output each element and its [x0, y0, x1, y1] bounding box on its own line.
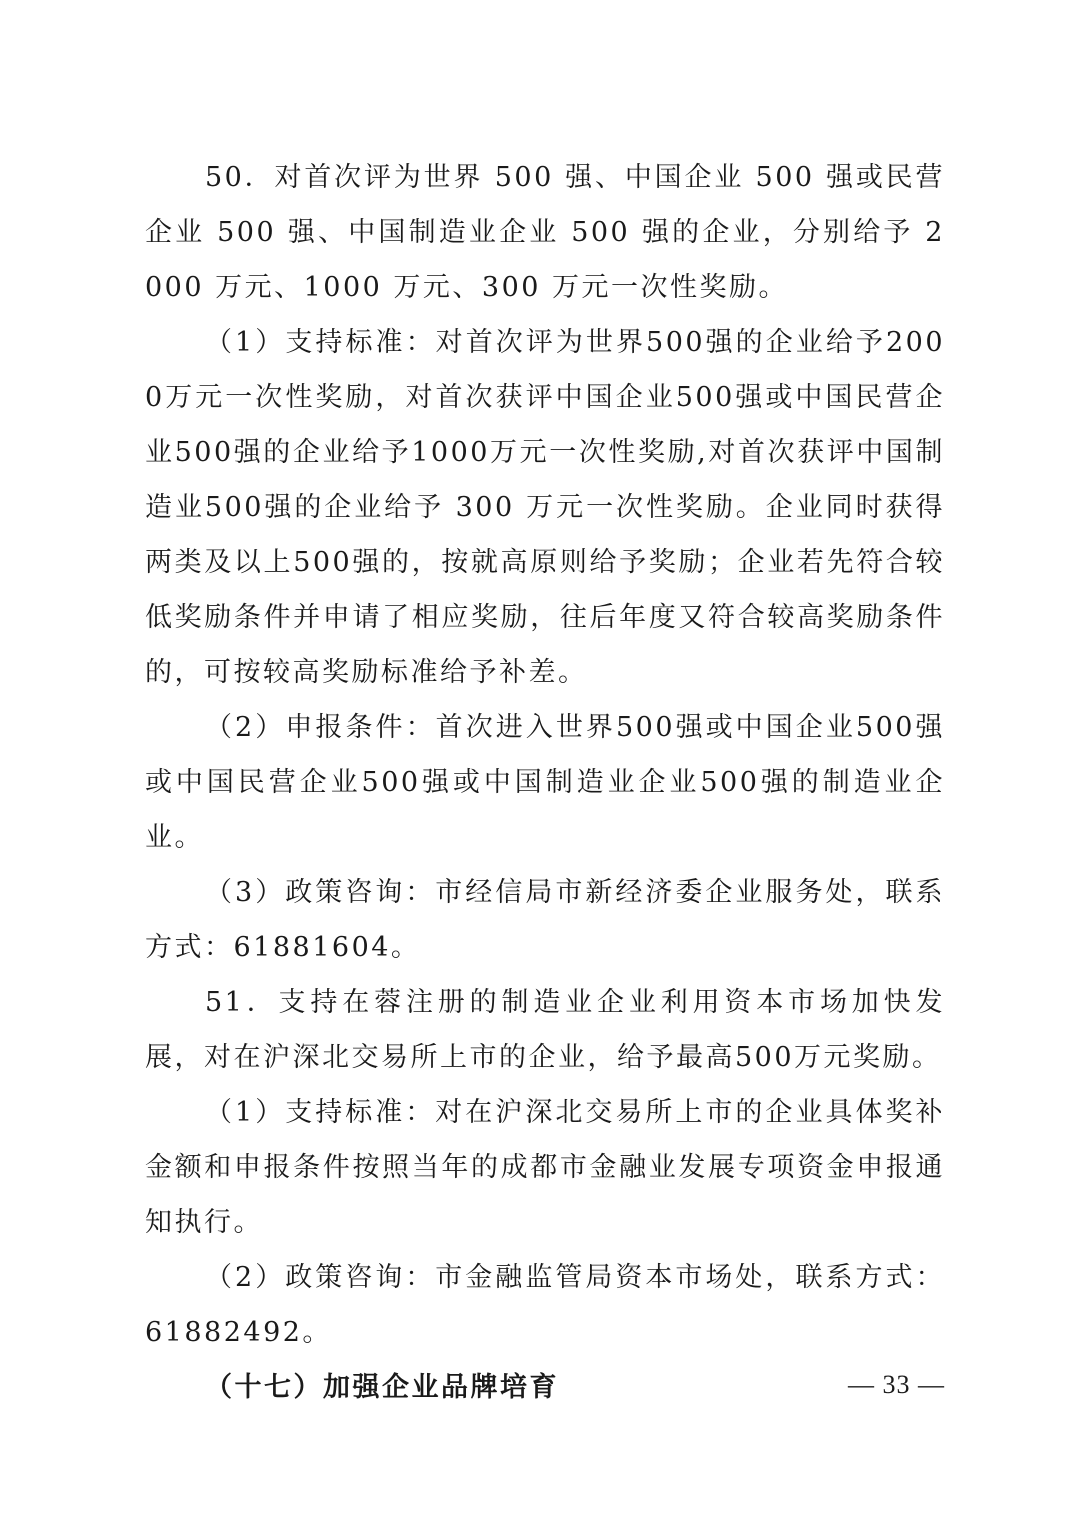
article-50-application-conditions: （2）申报条件：首次进入世界500强或中国企业500强或中国民营企业500强或中国制造业企业500强的制造业企业。 [145, 712, 945, 853]
document-body [145, 150, 945, 1415]
article-50: 50．对首次评为世界 500 强、中国企业 500 强或民营企业 500 强、中国制造业企业 500 强的企业，分别给予 2000 万元、1000 万元、300 万元一次性奖励。 [145, 162, 945, 303]
section-heading-17: （十七）加强企业品牌培育 [205, 1372, 559, 1403]
article-51-policy-consultation: （2）政策咨询：市金融监管局资本市场处，联系方式：61882492。 [145, 1262, 945, 1348]
article-51: 51．支持在蓉注册的制造业企业利用资本市场加快发展，对在沪深北交易所上市的企业，给予最高500万元奖励。 [145, 987, 945, 1073]
article-50-policy-consultation: （3）政策咨询：市经信局市新经济委企业服务处，联系方式：61881604。 [145, 877, 945, 963]
article-51-support-standard: （1）支持标准：对在沪深北交易所上市的企业具体奖补金额和申报条件按照当年的成都市金融业发展专项资金申报通知执行。 [145, 1097, 945, 1238]
page-number: — 33 — [848, 1370, 945, 1399]
article-50-support-standard: （1）支持标准：对首次评为世界500强的企业给予2000万元一次性奖励，对首次获评中国企业500强或中国民营企业500强的企业给予1000万元一次性奖励,对首次获评中国制造业500强的企业给予 300 万元一次性奖励。企业同时获得两类及以上500强的，按就高原则给予奖励；企业若先符合较低奖励条件并申请了相应奖励，往后年度又符合较高奖励条件的，可按较高奖励标准给予补差。 [145, 327, 945, 688]
